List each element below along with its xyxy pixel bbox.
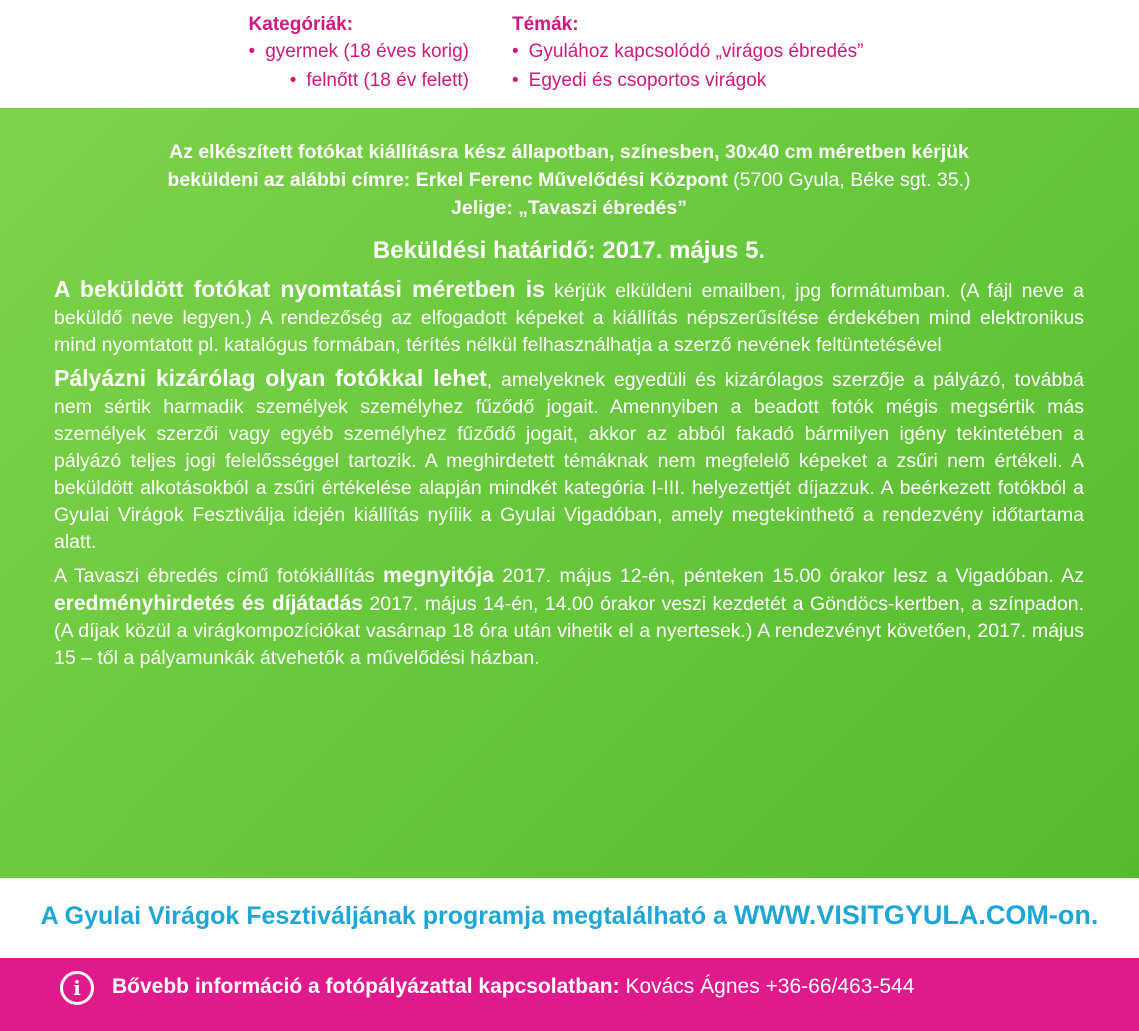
program-text: A Gyulai Virágok Fesztiváljának programja megtalálható a WWW.VISITGYULA.COM-on.	[40, 900, 1099, 930]
paragraph-lead: Pályázni kizárólag olyan fotókkal lehet	[54, 365, 487, 391]
paragraph-text: , amelyeknek egyedüli és kizárólagos szerzője a pályázó, továbbá nem sértik harmadik személyek személyhez fűződő jogait. Amennyiben a beadott fotók mégis megsértik más személyek szerzői vagy egyéb személyhez fűződő jogait, akkor az abból fakadó bármilyen igény tekintetében a pályázó teljes jogi felelősséggel tartozik. A meghirdetett témáknak nem megfelelő képeket a zsűri nem értékeli. A beküldött alkotásokból a zsűri értékelése alapján mindkét kategória I-III. helyezettjét díjazzuk. A beérkezett fotókból a Gyulai Virágok Fesztiválja idején kiállítás nyílik a Gyulai Vigadóban, amely megtekinthető a rendezvény időtartama alatt.	[54, 369, 1084, 553]
address-block	[54, 138, 1084, 222]
contact-info	[112, 975, 914, 999]
motto: Jelige: „Tavaszi ébredés”	[451, 197, 687, 219]
opening-label: megnyitója	[382, 564, 494, 587]
categories-list	[249, 37, 469, 95]
deadline: Beküldési határidő: 2017. május 5.	[372, 237, 766, 264]
theme-item: • Gyulához kapcsolódó „virágos ébredés”	[512, 37, 863, 66]
address-line2: beküldeni az alábbi címre: Erkel Ferenc Művelődési Központ	[167, 169, 728, 191]
themes-block	[512, 12, 863, 95]
contact-details: Kovács Ágnes +36-66/463-544	[619, 975, 915, 998]
category-item: • gyermek (18 éves korig)	[249, 37, 469, 66]
address-line1: Az elkészített fotókat kiállításra kész állapotban, színesben, 30x40 cm méretben kérjük	[169, 141, 969, 163]
categories-block	[249, 12, 469, 95]
paragraph-eligibility	[54, 365, 1084, 556]
paragraph-text: kérjük elküldeni emailben, jpg formátumban. (A fájl neve a beküldő neve legyen.) A rendezőség az elfogadott képeket a kiállítás népszerűsítése érdekében mind elektronikus mind nyomtatott pl. katalógus formában, térítés nélkül felhasználhatja a szerző nevének feltüntetésével	[54, 280, 1084, 356]
paragraph-print-size	[54, 276, 1084, 359]
address-detail: (5700 Gyula, Béke sgt. 35.)	[727, 169, 971, 191]
rules-content	[54, 138, 1084, 678]
theme-item: • Egyedi és csoportos virágok	[512, 66, 863, 95]
award-label: eredményhirdetés és díjátadás	[54, 592, 363, 615]
category-item: • felnőtt (18 év felett)	[249, 66, 469, 95]
top-section	[0, 0, 1139, 108]
themes-list	[512, 37, 863, 95]
info-footer	[0, 958, 1139, 1031]
info-icon: i	[60, 971, 94, 1005]
website-link[interactable]: WWW.VISITGYULA.COM-on.	[733, 900, 1099, 930]
paragraph-lead: A beküldött fotókat nyomtatási méretben is	[54, 276, 545, 302]
themes-heading: Témák:	[512, 14, 579, 35]
rules-section	[0, 108, 1139, 878]
program-banner	[0, 878, 1139, 958]
categories-heading: Kategóriák:	[248, 14, 354, 35]
contact-label: Bővebb információ a fotópályázattal kapcsolatban:	[112, 975, 620, 998]
paragraph-events: A Tavaszi ébredés című fotókiállítás megnyitója 2017. május 12-én, pénteken 15.00 órakor lesz a Vigadóban. Az eredményhirdetés és díjátadás 2017. május 14-én, 14.00 órakor veszi kezdetét a Göndöcs-kertben, a színpadon. (A díjak közül a virágkompozíciókat vasárnap 18 óra után vihetik el a nyertesek.) A rendezvényt követően, 2017. május 15 – től a pályamunkák átvehetők a művelődési házban.	[54, 564, 1084, 669]
